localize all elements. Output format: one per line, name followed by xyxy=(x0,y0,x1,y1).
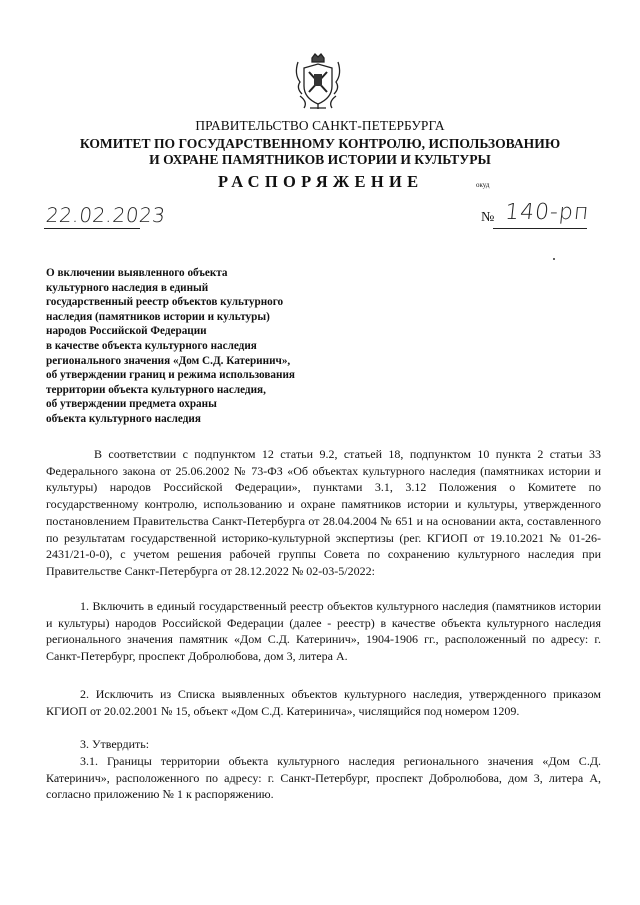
subject-line: об утверждении границ и режима использования xyxy=(46,369,295,382)
committee-name-line-2: И ОХРАНЕ ПАМЯТНИКОВ ИСТОРИИ И КУЛЬТУРЫ xyxy=(149,152,491,167)
number-sign: № xyxy=(481,210,495,225)
stray-mark xyxy=(553,258,555,260)
subject-line: народов Российской Федерации xyxy=(46,325,207,338)
document-number: 140-рп xyxy=(503,200,591,225)
item-3-paragraph: 3. Утвердить: xyxy=(80,737,150,751)
subject-line: объекта культурного наследия xyxy=(46,412,201,425)
document-subject xyxy=(46,266,366,427)
item-1-block xyxy=(46,598,601,665)
subject-line: об утверждении предмета охраны xyxy=(46,398,217,411)
subject-line: наследия (памятников истории и культуры) xyxy=(46,310,270,323)
item-3-1-paragraph: 3.1. Границы территории объекта культурного наследия регионального значения «Дом С.Д. Катеринич», расположенного по адресу: г. Санкт-Петербург, проспект Добролюбова, дом 3, литера А, согласно приложению № 1 к распоряжению. xyxy=(46,754,601,802)
number-underline xyxy=(493,228,587,229)
subject-line: государственный реестр объектов культурного xyxy=(46,296,284,309)
item-3-1-block xyxy=(46,753,601,803)
subject-line: культурного наследия в единый xyxy=(46,281,209,294)
item-2-paragraph: 2. Исключить из Списка выявленных объектов культурного наследия, утвержденного приказом КГИОП от 20.02.2001 № 15, объект «Дом С.Д. Катеринича», числящийся под номером 1209. xyxy=(46,687,601,718)
committee-name-line-1: КОМИТЕТ ПО ГОСУДАРСТВЕННОМУ КОНТРОЛЮ, ИСПОЛЬЗОВАНИЮ xyxy=(79,136,561,151)
subject-line: О включении выявленного объекта xyxy=(46,267,228,279)
preamble-block xyxy=(46,446,601,580)
item-1-paragraph: 1. Включить в единый государственный реестр объектов культурного наследия (памятников истории и культуры) народов Российской Федерации (далее - реестр) в качестве объекта культурного наследия регионального значения памятник «Дом С.Д. Катеринич», 1904-1906 гг., расположенный по адресу: г. Санкт-Петербург, проспект Добролюбова, дом 3, литера А. xyxy=(46,599,601,664)
preamble-paragraph: В соответствии с подпунктом 12 статьи 9.2, статьей 18, подпунктом 10 пункта 2 статьи 33 Федерального закона от 25.06.2002 № 73-ФЗ «Об объектах культурного наследия (памятниках истории и культуры) народов Российской Федерации», пунктами 3.1, 3.12 Положения о Комитете по государственному контролю, использованию и охране памятников истории и культуры, утвержденного постановлением Правительства Санкт-Петербурга от 28.04.2004 № 651 и на основании акта, составленного по результатам государственной историко-культурной экспертизы (рег. КГИОП от 19.10.2021 № 01-26-2431/21-0-0), с учетом решения рабочей группы Совета по сохранению культурного наследия при Правительстве Санкт-Петербурга от 28.12.2022 № 02-03-5/2022: xyxy=(46,447,601,578)
subject-line: территории объекта культурного наследия, xyxy=(46,383,266,396)
item-3-block xyxy=(46,736,601,753)
subject-line: в качестве объекта культурного наследия xyxy=(46,339,257,352)
date-underline xyxy=(44,228,140,229)
document-date: 22.02.2023 xyxy=(44,203,167,227)
item-2-block xyxy=(46,686,601,719)
subject-line: регионального значения «Дом С.Д. Катеринич», xyxy=(46,354,291,367)
government-name: ПРАВИТЕЛЬСТВО САНКТ-ПЕТЕРБУРГА xyxy=(195,118,445,133)
document-type: РАСПОРЯЖЕНИЕ xyxy=(218,172,424,191)
okud-label: окуд xyxy=(476,181,490,189)
coat-of-arms-icon xyxy=(290,52,346,110)
